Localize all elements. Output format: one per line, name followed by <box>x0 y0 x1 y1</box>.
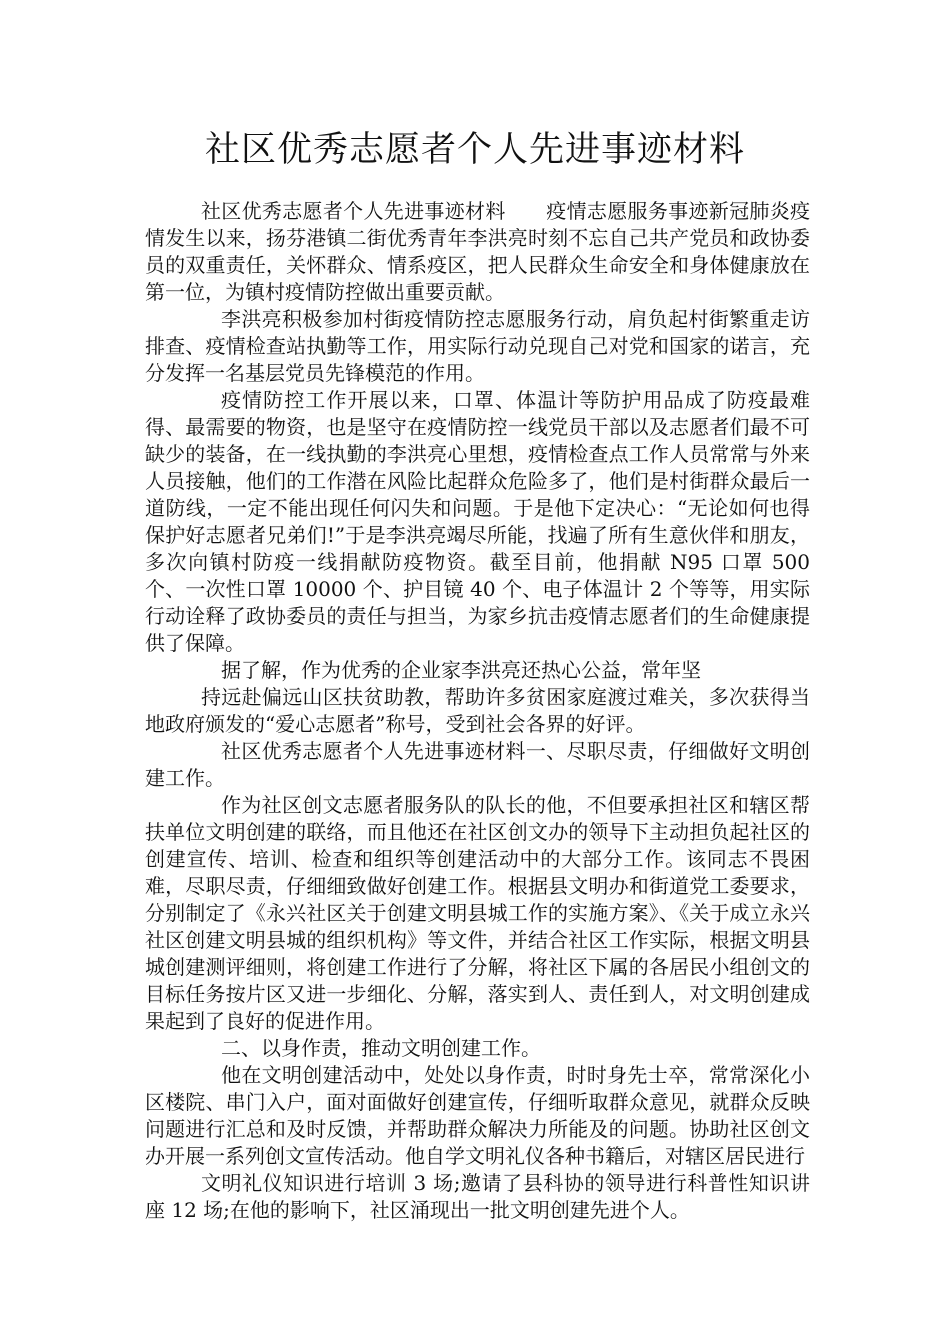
paragraph-charity-continued: 持远赴偏远山区扶贫助教，帮助许多贫困家庭渡过难关，多次获得当地政府颁发的“爱心志愿者”称号，受到社会各界的好评。 <box>145 685 810 736</box>
paragraph-intro: 社区优秀志愿者个人先进事迹材料 疫情志愿服务事迹新冠肺炎疫情发生以来，扬芬港镇二街优秀青年李洪亮时刻不忘自己共产党员和政协委员的双重责任，关怀群众、情系疫区，把人民群众生命安全和身体健康放在第一位，为镇村疫情防控做出重要贡献。 <box>145 199 810 304</box>
paragraph-section-one-heading: 社区优秀志愿者个人先进事迹材料一、尽职尽责，仔细做好文明创建工作。 <box>145 739 810 790</box>
document-body <box>145 198 810 1224</box>
paragraph-charity-start: 据了解，作为优秀的企业家李洪亮还热心公益，常年坚 <box>221 658 701 682</box>
paragraph-donation: 疫情防控工作开展以来，口罩、体温计等防护用品成了防疫最难得、最需要的物资，也是坚守在疫情防控一线党员干部以及志愿者们最不可缺少的装备，在一线执勤的李洪亮心里想，疫情检查点工作人员常常与外来人员接触，他们的工作潜在风险比起群众危险多了，他们是村街群众最后一道防线，一定不能出现任何闪失和问题。于是他下定决心：“无论如何也得保护好志愿者兄弟们!”于是李洪亮竭尽所能，找遍了所有生意伙伴和朋友，多次向镇村防疫一线捐献防疫物资。截至目前，他捐献 N95 口罩 500 个、一次性口罩 10000 个、护目镜 40 个、电子体温计 2 个等等，用实际行动诠释了政协委员的责任与担当，为家乡抗击疫情志愿者们的生命健康提供了保障。 <box>145 388 810 655</box>
paragraph-volunteer-action: 李洪亮积极参加村街疫情防控志愿服务行动，肩负起村街繁重走访排查、疫情检查站执勤等工作，用实际行动兑现自己对党和国家的诺言，充分发挥一名基层党员先锋模范的作用。 <box>145 307 810 385</box>
paragraph-section-two-heading: 二、以身作责，推动文明创建工作。 <box>221 1036 541 1060</box>
paragraph-team-leader: 作为社区创文志愿者服务队的队长的他，不但要承担社区和辖区帮扶单位文明创建的联络，而且他还在社区创文办的领导下主动担负起社区的创建宣传、培训、检查和组织等创建活动中的大部分工作。该同志不畏困难，尽职尽责，仔细细致做好创建工作。根据县文明办和街道党工委要求，分别制定了《永兴社区关于创建文明县城工作的实施方案》、《关于成立永兴社区创建文明县城的组织机构》等文件，并结合社区工作实际，根据文明县城创建测评细则，将创建工作进行了分解，将社区下属的各居民小组创文的目标任务按片区又进一步细化、分解，落实到人、责任到人，对文明创建成果起到了良好的促进作用。 <box>145 793 810 1033</box>
document-title: 社区优秀志愿者个人先进事迹材料 <box>204 130 745 170</box>
paragraph-training: 文明礼仪知识进行培训 3 场;邀请了县科协的领导进行科普性知识讲座 12 场;在他的影响下，社区涌现出一批文明创建先进个人。 <box>145 1171 810 1222</box>
paragraph-lead-by-example: 他在文明创建活动中，处处以身作责，时时身先士卒，常常深化小区楼院、串门入户，面对面做好创建宣传，仔细听取群众意见，就群众反映问题进行汇总和及时反馈，并帮助群众解决力所能及的问题。协助社区创文办开展一系列创文宣传活动。他自学文明礼仪各种书籍后，对辖区居民进行 <box>145 1063 810 1168</box>
